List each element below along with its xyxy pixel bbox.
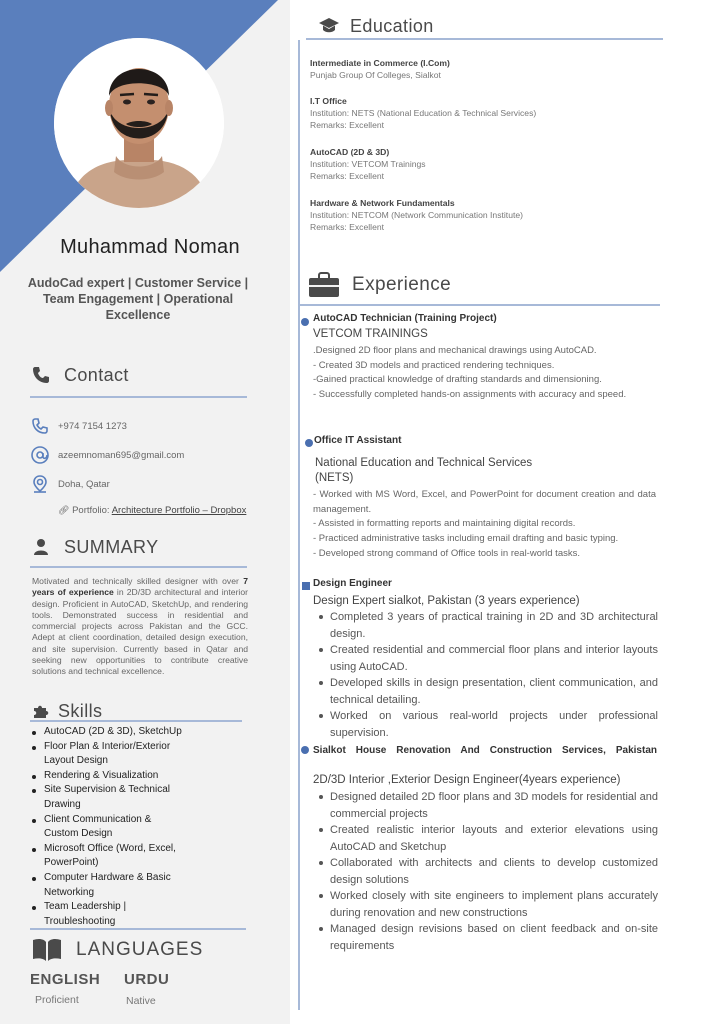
job-title: Office IT Assistant — [314, 435, 402, 446]
summary-highlight: 7 years of experience — [32, 576, 248, 598]
job-title: Design Engineer — [313, 578, 392, 589]
summary-text-part: in 2D/3D architectural and interior design. Proficient in AutoCAD, SketchUp, and rendering tools. Demonstrated success in residential and commercial projects across Pakistan and the GCC. Adept at client coordination, detailed design execution, and site supervision. Currently based in Qatar and seeking new opportunities to contribute creative solutions and technical excellence. — [32, 587, 248, 677]
location-text: Doha, Qatar — [58, 478, 110, 490]
summary-divider — [30, 566, 247, 568]
education-degree: I.T Office — [310, 96, 347, 106]
email-address: azeemnoman695@gmail.com — [58, 449, 185, 461]
skills-title: Skills — [58, 700, 103, 721]
phone-icon — [30, 364, 52, 386]
job-line: - Successfully completed hands-on assignments with accuracy and speed. — [313, 389, 627, 401]
contact-divider — [30, 396, 247, 398]
skills-bottom-divider — [30, 928, 246, 930]
education-degree: AutoCAD (2D & 3D) — [310, 147, 390, 157]
phone-icon — [30, 416, 50, 436]
skills-header — [30, 700, 102, 722]
education-header — [318, 15, 434, 37]
job-description — [313, 488, 656, 562]
contact-location — [30, 474, 110, 494]
skills-list — [30, 725, 260, 929]
experience-title: Experience — [352, 274, 452, 295]
profile-photo — [54, 38, 224, 208]
language-name: ENGLISH — [30, 971, 101, 988]
job-line: - Worked with MS Word, Excel, and PowerPoint for document creation and data management. — [313, 489, 656, 515]
summary-text — [32, 576, 248, 678]
education-institution: Institution: NETS (National Education & Technical Services) — [310, 108, 537, 118]
book-icon — [30, 936, 64, 964]
portfolio-line — [58, 504, 248, 517]
job-bullet: Worked closely with site engineers to implement plans accurately during renovation and new constructions — [314, 888, 658, 921]
timeline-marker — [305, 439, 313, 447]
summary-text-part: Motivated and technically skilled designer with over — [32, 576, 244, 586]
education-degree: Hardware & Network Fundamentals — [310, 198, 455, 208]
job-bullet: Managed design revisions based on client feedback and on-site requirements — [314, 921, 658, 954]
phone-number: +974 7154 1273 — [58, 420, 127, 432]
experience-header — [308, 272, 451, 298]
skill-item: Team Leadership | Troubleshooting — [30, 900, 155, 929]
job-description — [313, 344, 656, 403]
contact-email — [30, 445, 184, 465]
education-degree: Intermediate in Commerce (I.Com) — [310, 58, 450, 68]
education-institution: Institution: NETCOM (Network Communication Institute) — [310, 210, 523, 220]
education-title: Education — [350, 15, 434, 36]
timeline-marker — [301, 318, 309, 326]
skill-item: AutoCAD (2D & 3D), SketchUp — [30, 725, 260, 740]
job-title: Sialkot House Renovation And Construction Services, Pakistan — [313, 745, 657, 756]
skill-item: Client Communication & Custom Design — [30, 813, 175, 842]
job-line: - Practiced administrative tasks including email drafting and basic typing. — [313, 533, 619, 545]
job-bullet: Completed 3 years of practical training in 2D and 3D architectural design. — [314, 609, 658, 642]
language-name: URDU — [124, 971, 170, 988]
experience-divider — [300, 304, 660, 306]
languages-header — [30, 936, 203, 964]
job-bullet: Designed detailed 2D floor plans and 3D models for residential and commercial projects — [314, 789, 658, 822]
education-item — [310, 146, 660, 182]
job-line: .Designed 2D floor plans and mechanical drawings using AutoCAD. — [313, 345, 597, 356]
graduation-cap-icon — [318, 15, 340, 37]
language-level: Proficient — [35, 994, 79, 1006]
candidate-name: Muhammad Noman — [60, 236, 240, 258]
job-bullets — [314, 609, 658, 741]
job-line: - Created 3D models and practiced rendering techniques. — [313, 359, 555, 371]
skills-divider — [30, 720, 242, 722]
summary-title: SUMMARY — [64, 536, 159, 557]
portfolio-link[interactable]: Architecture Portfolio – Dropbox — [111, 505, 247, 516]
languages-title: LANGUAGES — [76, 939, 204, 960]
at-sign-icon — [30, 445, 50, 465]
location-pin-icon — [30, 474, 50, 494]
timeline-line — [298, 40, 300, 1010]
education-remarks: Remarks: Excellent — [310, 171, 385, 181]
contact-phone — [30, 416, 127, 436]
contact-header — [30, 364, 129, 386]
job-bullet: Worked on various real-world projects under professional supervision. — [314, 708, 658, 741]
briefcase-icon — [308, 272, 340, 298]
job-bullet: Created residential and commercial floor plans and interior layouts using AutoCAD. — [314, 642, 658, 675]
skill-item: Floor Plan & Interior/Exterior Layout Design — [30, 740, 195, 769]
language-level: Native — [126, 995, 156, 1007]
job-title: AutoCAD Technician (Training Project) — [313, 313, 497, 324]
candidate-tagline: AudoCad expert | Customer Service | Team Engagement | Operational Excellence — [27, 276, 249, 322]
education-institution: Institution: VETCOM Trainings — [310, 159, 426, 169]
job-bullet: Created realistic interior layouts and exterior elevations using AutoCAD and Sketchup — [314, 822, 658, 855]
education-item — [310, 95, 660, 131]
job-line: - Assisted in formatting reports and maintaining digital records. — [313, 518, 576, 530]
link-icon: 🔗︎ — [58, 505, 70, 515]
job-line: -Gained practical knowledge of drafting standards and dimensioning. — [313, 374, 602, 386]
skill-item: Rendering & Visualization — [30, 769, 260, 784]
timeline-marker — [302, 582, 310, 590]
education-divider — [306, 38, 663, 40]
education-remarks: Remarks: Excellent — [310, 120, 385, 130]
skill-item: Microsoft Office (Word, Excel, PowerPoint) — [30, 842, 195, 871]
job-line: - Developed strong command of Office tools in real-world tasks. — [313, 547, 580, 559]
job-bullet: Collaborated with architects and clients to develop customized design solutions — [314, 855, 658, 888]
summary-header — [30, 536, 158, 558]
skill-item: Computer Hardware & Basic Networking — [30, 871, 195, 900]
education-item — [310, 197, 660, 233]
job-bullet: Developed skills in design presentation, client communication, and technical detailing. — [314, 675, 658, 708]
job-bullets — [314, 789, 658, 954]
job-company: VETCOM TRAININGS — [313, 328, 428, 340]
puzzle-icon — [30, 700, 52, 722]
skill-item: Site Supervision & Technical Drawing — [30, 783, 195, 812]
portfolio-label: Portfolio: — [72, 505, 110, 516]
person-icon — [30, 536, 52, 558]
education-institution: Punjab Group Of Colleges, Sialkot — [310, 70, 441, 80]
job-company: Design Expert sialkot, Pakistan (3 years experience) — [313, 595, 580, 607]
education-item — [310, 57, 660, 81]
job-company: 2D/3D Interior ,Exterior Design Engineer(4years experience) — [313, 774, 621, 786]
education-remarks: Remarks: Excellent — [310, 222, 385, 232]
job-company: National Education and Technical Services (NETS) — [315, 457, 533, 484]
timeline-marker — [301, 746, 309, 754]
contact-title: Contact — [64, 364, 129, 385]
